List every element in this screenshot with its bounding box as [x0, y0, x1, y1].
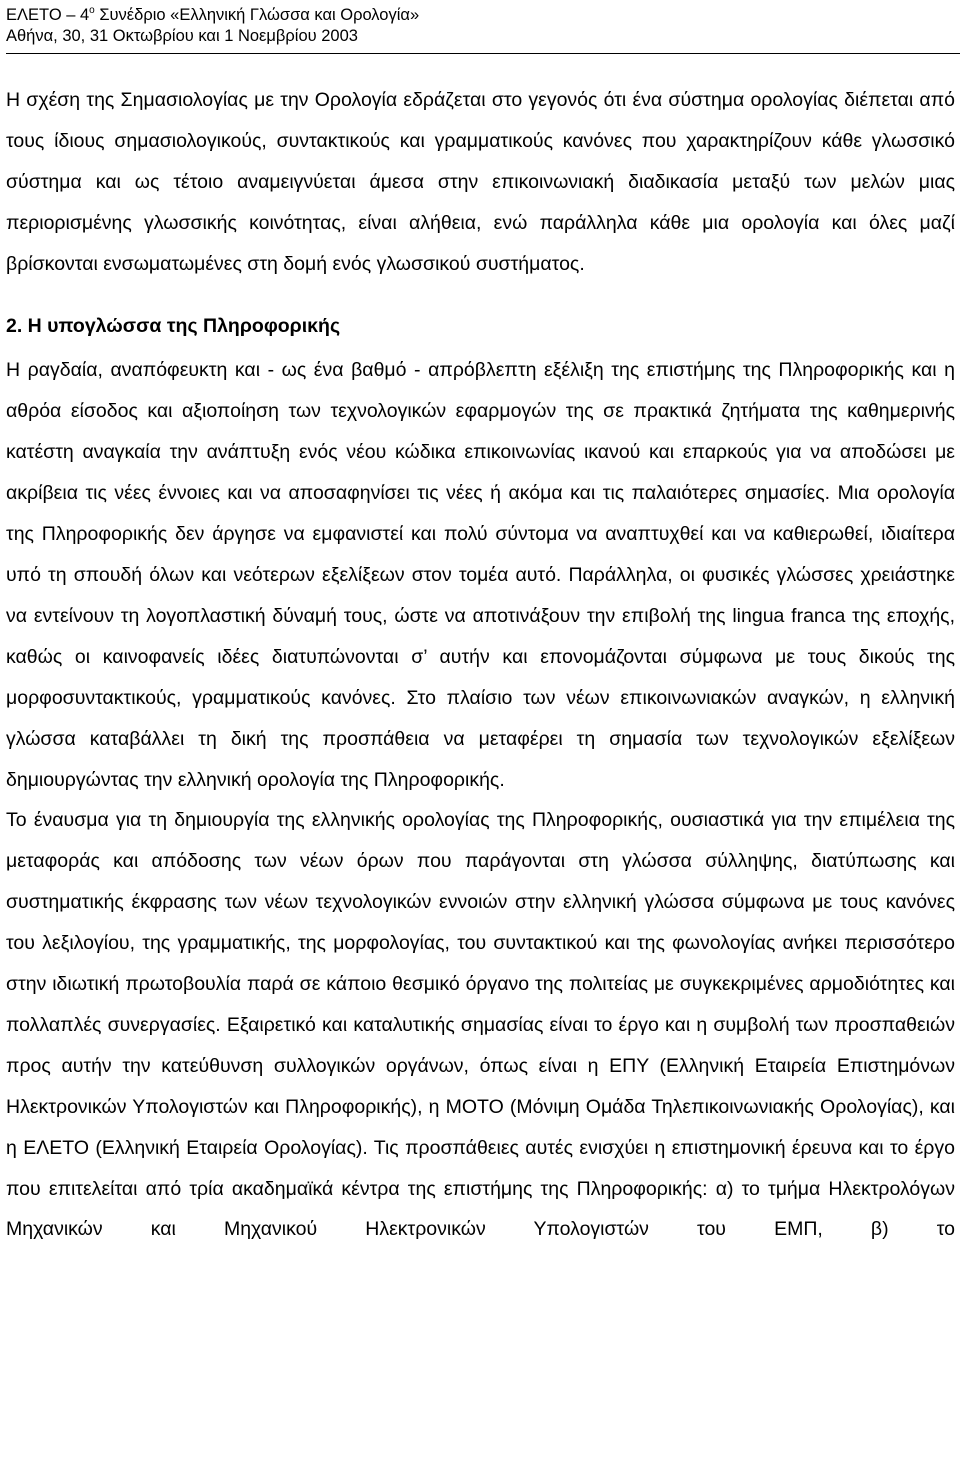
paragraph-informatics-sublanguage: Η ραγδαία, αναπόφευκτη και - ως ένα βαθμό - απρόβλεπτη εξέλιξη της επιστήμης της Πληροφορικής και η αθρόα είσοδος και αξιοποίηση των τεχνολογικών εφαρμογών της σε πρακτικά ζητήματα της καθημερινής κατέστη αναγκαία την ανάπτυξη ενός νέου κώδικα επικοινωνίας ικανού και επαρκούς για να αποδώσει με ακρίβεια τις νέες έννοιες και να αποσαφηνίσει τις νέες ή ακόμα και τις παλαιότερες σημασίες. Μια ορολογία της Πληροφορικής δεν άργησε να εμφανιστεί και πολύ σύντομα να αναπτυχθεί και να καθιερωθεί, ιδιαίτερα υπό τη σπουδή όλων και νεότερων εξελίξεων στον τομέα αυτό. Παράλληλα, οι φυσικές γλώσσες χρειάστηκε να εντείνουν τη λογοπλαστική δύναμή τους, ώστε να αποτινάξουν την επιβολή της lingua franca της εποχής, καθώς οι καινοφανείς ιδέες διατυπώνονται σ’ αυτήν και επονομάζονται σύμφωνα με τους δικούς της μορφοσυντακτικούς, γραμματικούς κανόνες. Στο πλαίσιο των νέων επικοινωνιακών αναγκών, η ελληνική γλώσσα καταβάλλει τη δική της προσπάθεια να μεταφέρει τη σημασία των τεχνολογικών εξελίξεων δημιουργώντας την ελληνική ορολογία της Πληροφορικής.: [6, 359, 955, 791]
conference-dates: Αθήνα, 30, 31 Οκτωβρίου και 1 Νοεμβρίου 2003: [6, 27, 358, 45]
header-divider: [6, 53, 960, 54]
section-heading: 2. Η υπογλώσσα της Πληροφορικής: [6, 314, 341, 337]
conference-title: ΕΛΕΤΟ – $4^o$ Συνέδριο «Ελληνική Γλώσσα και Ορολογία»: [6, 5, 420, 24]
paragraph-semantics-terminology: Η σχέση της Σημασιολογίας με την Ορολογία εδράζεται στο γεγονός ότι ένα σύστημα ορολογίας διέπεται από τους ίδιους σημασιολογικούς, συντακτικούς και γραμματικούς κανόνες που χαρακτηρίζουν κάθε γλωσσικό σύστημα και ως τέτοιο αναμειγνύεται άμεσα στην επικοινωνιακή διαδικασία μεταξύ των μελών μιας περιορισμένης γλωσσικής κοινότητας, είναι αλήθεια, ενώ παράλληλα κάθε μια ορολογία και όλες μαζί βρίσκονται ενσωματωμένες στη δομή ενός γλωσσικού συστήματος.: [6, 89, 955, 275]
ordinal-superscript: ο: [89, 5, 95, 16]
page-header: [6, 4, 419, 47]
paragraph-terminology-initiatives: Το έναυσμα για τη δημιουργία της ελληνικής ορολογίας της Πληροφορικής, ουσιαστικά για την επιμέλεια της μεταφοράς και απόδοσης των νέων όρων που παράγονται στη γλώσσα σύλληψης, διατύπωσης και συστηματικής έκφρασης των νέων τεχνολογικών εννοιών στην ελληνική γλώσσα σύμφωνα με τους κανόνες του λεξιλογίου, της γραμματικής, της μορφολογίας, του συντακτικού και της φωνολογίας ανήκει περισσότερο στην ιδιωτική πρωτοβουλία παρά σε κάποιο θεσμικό όργανο της πολιτείας με συγκεκριμένες αρμοδιότητες και πολλαπλές συνεργασίες. Εξαιρετικό και καταλυτικής σημασίας είναι το έργο και η συμβολή των προσπαθειών προς αυτήν την κατεύθυνση συλλογικών οργάνων, όπως είναι η ΕΠΥ (Ελληνική Εταιρεία Επιστημόνων Ηλεκτρονικών Υπολογιστών και Πληροφορικής), η ΜΟΤΟ (Μόνιμη Ομάδα Τηλεπικοινωνιακής Ορολογίας), και η ΕΛΕΤΟ (Ελληνική Εταιρεία Ορολογίας). Τις προσπάθειες αυτές ενισχύει η επιστημονική έρευνα και το έργο που επιτελείται από τρία ακαδημαϊκά κέντρα της επιστήμης της Πληροφορικής: α) το τμήμα Ηλεκτρολόγων Μηχανικών και Μηχανικού Ηλεκτρονικών Υπολογιστών του ΕΜΠ, β) το: [6, 809, 955, 1241]
document-body: [6, 80, 955, 1250]
